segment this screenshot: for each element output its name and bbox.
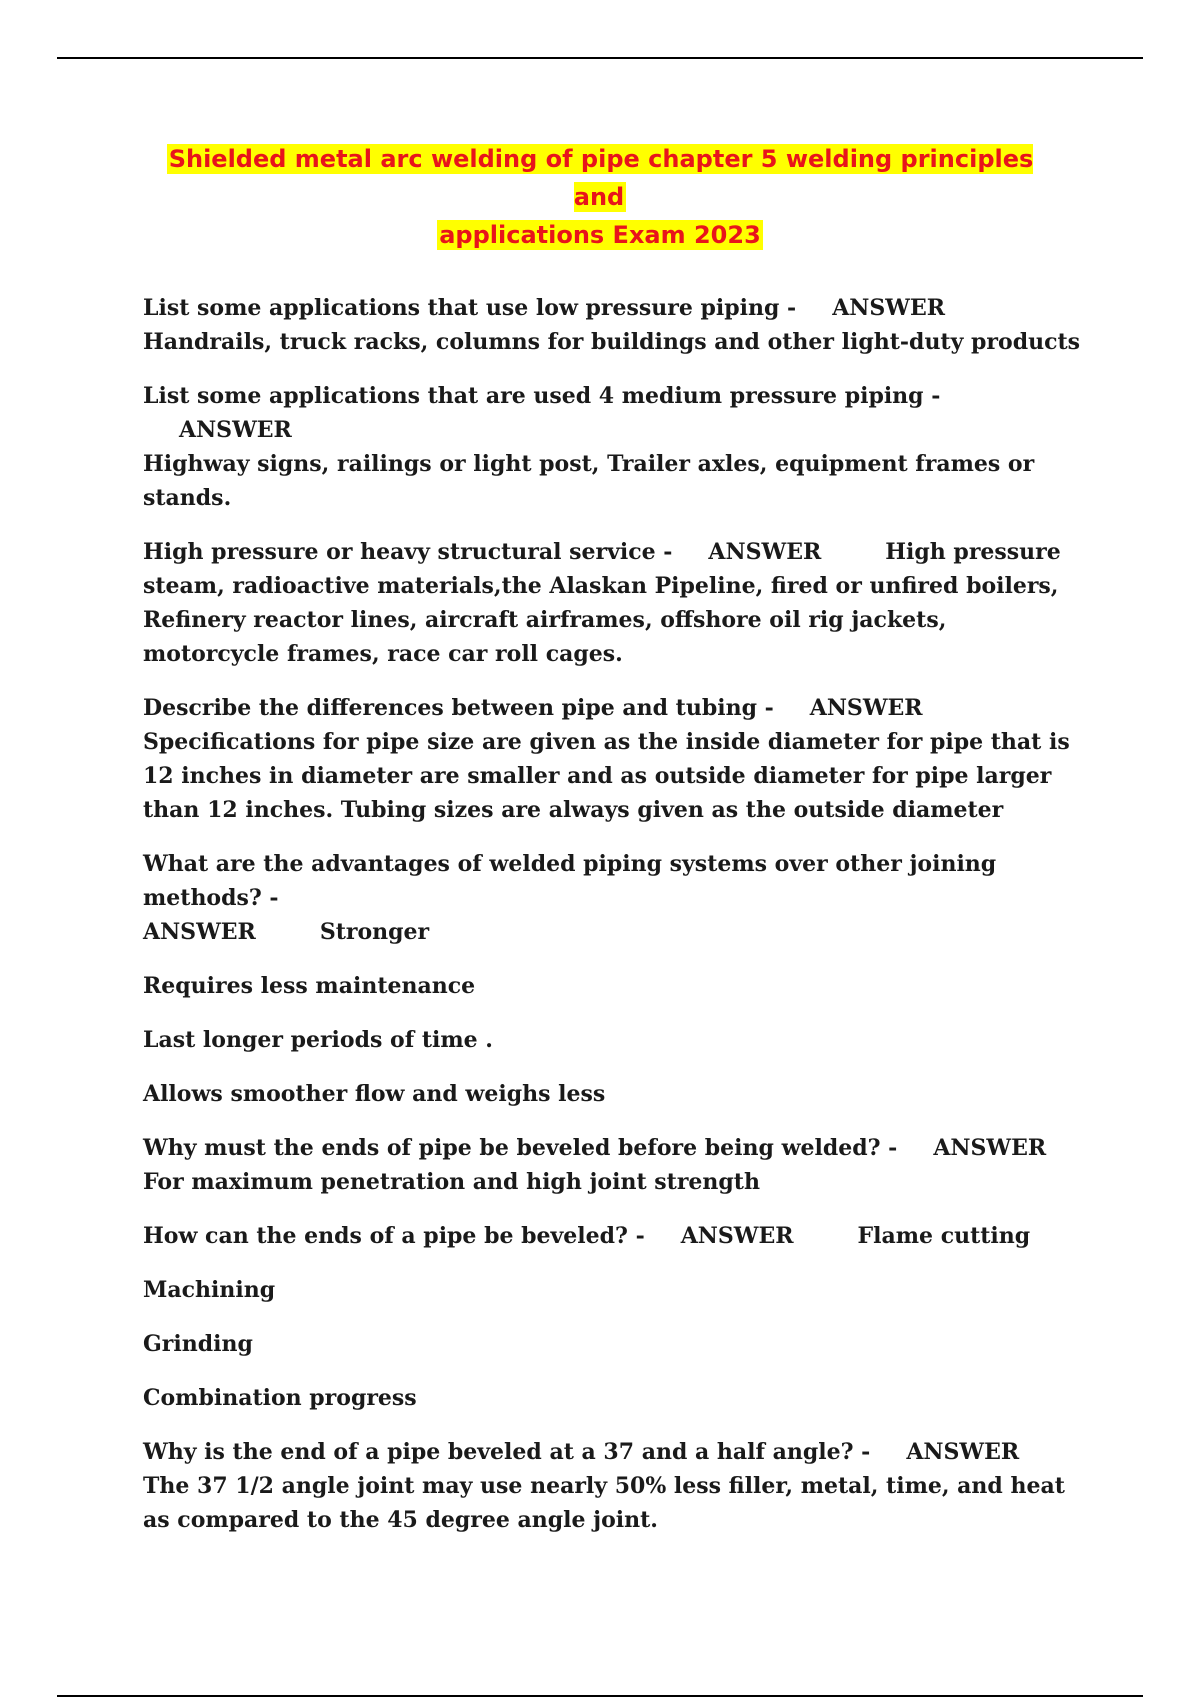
qa-item — [143, 847, 1088, 949]
question: List some applications that use low pressure piping - — [143, 295, 797, 321]
question: Why is the end of a pipe beveled at a 37 and a half angle? - — [143, 1439, 871, 1465]
qa-item — [143, 535, 1088, 671]
answer-continuation: Last longer periods of time . — [143, 1027, 493, 1053]
question: Why must the ends of pipe be beveled before being welded? - — [143, 1135, 898, 1161]
qa-item — [143, 1131, 1088, 1199]
answer-label: ANSWER — [809, 695, 923, 721]
answer: Specifications for pipe size are given as the inside diameter for pipe that is 12 inches in diameter are smaller and as outside diameter for pipe larger than 12 inches. Tubing sizes are always given as the outside diameter — [143, 729, 1070, 823]
title-line-2: applications Exam 2023 — [439, 221, 761, 249]
bottom-rule — [57, 1695, 1143, 1697]
answer-continuation: Combination progress — [143, 1385, 417, 1411]
qa-item — [143, 1435, 1088, 1537]
answer-label: ANSWER — [906, 1439, 1020, 1465]
question: High pressure or heavy structural service - — [143, 539, 673, 565]
top-rule — [57, 57, 1143, 59]
question: What are the advantages of welded piping systems over other joining methods? - — [143, 851, 997, 911]
question: How can the ends of a pipe be beveled? - — [143, 1223, 645, 1249]
answer: Stronger — [319, 919, 430, 945]
document-title — [140, 140, 1060, 254]
qa-item — [143, 1219, 1088, 1253]
answer-continuation: Grinding — [143, 1331, 253, 1357]
answer-continuation: Requires less maintenance — [143, 973, 476, 999]
answer: Handrails, truck racks, columns for buildings and other light-duty products — [143, 329, 1081, 355]
answer-label: ANSWER — [933, 1135, 1047, 1161]
answer: High pressure steam, radioactive materials,the Alaskan Pipeline, fired or unfired boilers, Refinery reactor lines, aircraft airframes, offshore oil rig jackets, motorcycle frames, race car roll cages. — [143, 539, 1061, 667]
question: Describe the differences between pipe and tubing - — [143, 695, 774, 721]
title-line-1: Shielded metal arc welding of pipe chapter 5 welding principles and — [168, 145, 1034, 211]
qa-content — [143, 291, 1088, 1557]
answer-label: ANSWER — [179, 417, 292, 443]
answer: For maximum penetration and high joint strength — [143, 1169, 760, 1195]
question: List some applications that are used 4 medium pressure piping - — [143, 383, 941, 409]
qa-item — [143, 691, 1088, 827]
answer-label: ANSWER — [680, 1223, 794, 1249]
answer-continuation: Allows smoother flow and weighs less — [143, 1081, 606, 1107]
answer: Flame cutting — [857, 1223, 1031, 1249]
answer: Highway signs, railings or light post, Trailer axles, equipment frames or stands. — [143, 451, 1035, 511]
answer: The 37 1/2 angle joint may use nearly 50% less filler, metal, time, and heat as compared to the 45 degree angle joint. — [143, 1473, 1065, 1533]
qa-item — [143, 379, 1088, 515]
answer-label: ANSWER — [708, 539, 822, 565]
qa-item — [143, 291, 1088, 359]
answer-label: ANSWER — [832, 295, 946, 321]
answer-label: ANSWER — [143, 919, 256, 945]
answer-continuation: Machining — [143, 1277, 276, 1303]
